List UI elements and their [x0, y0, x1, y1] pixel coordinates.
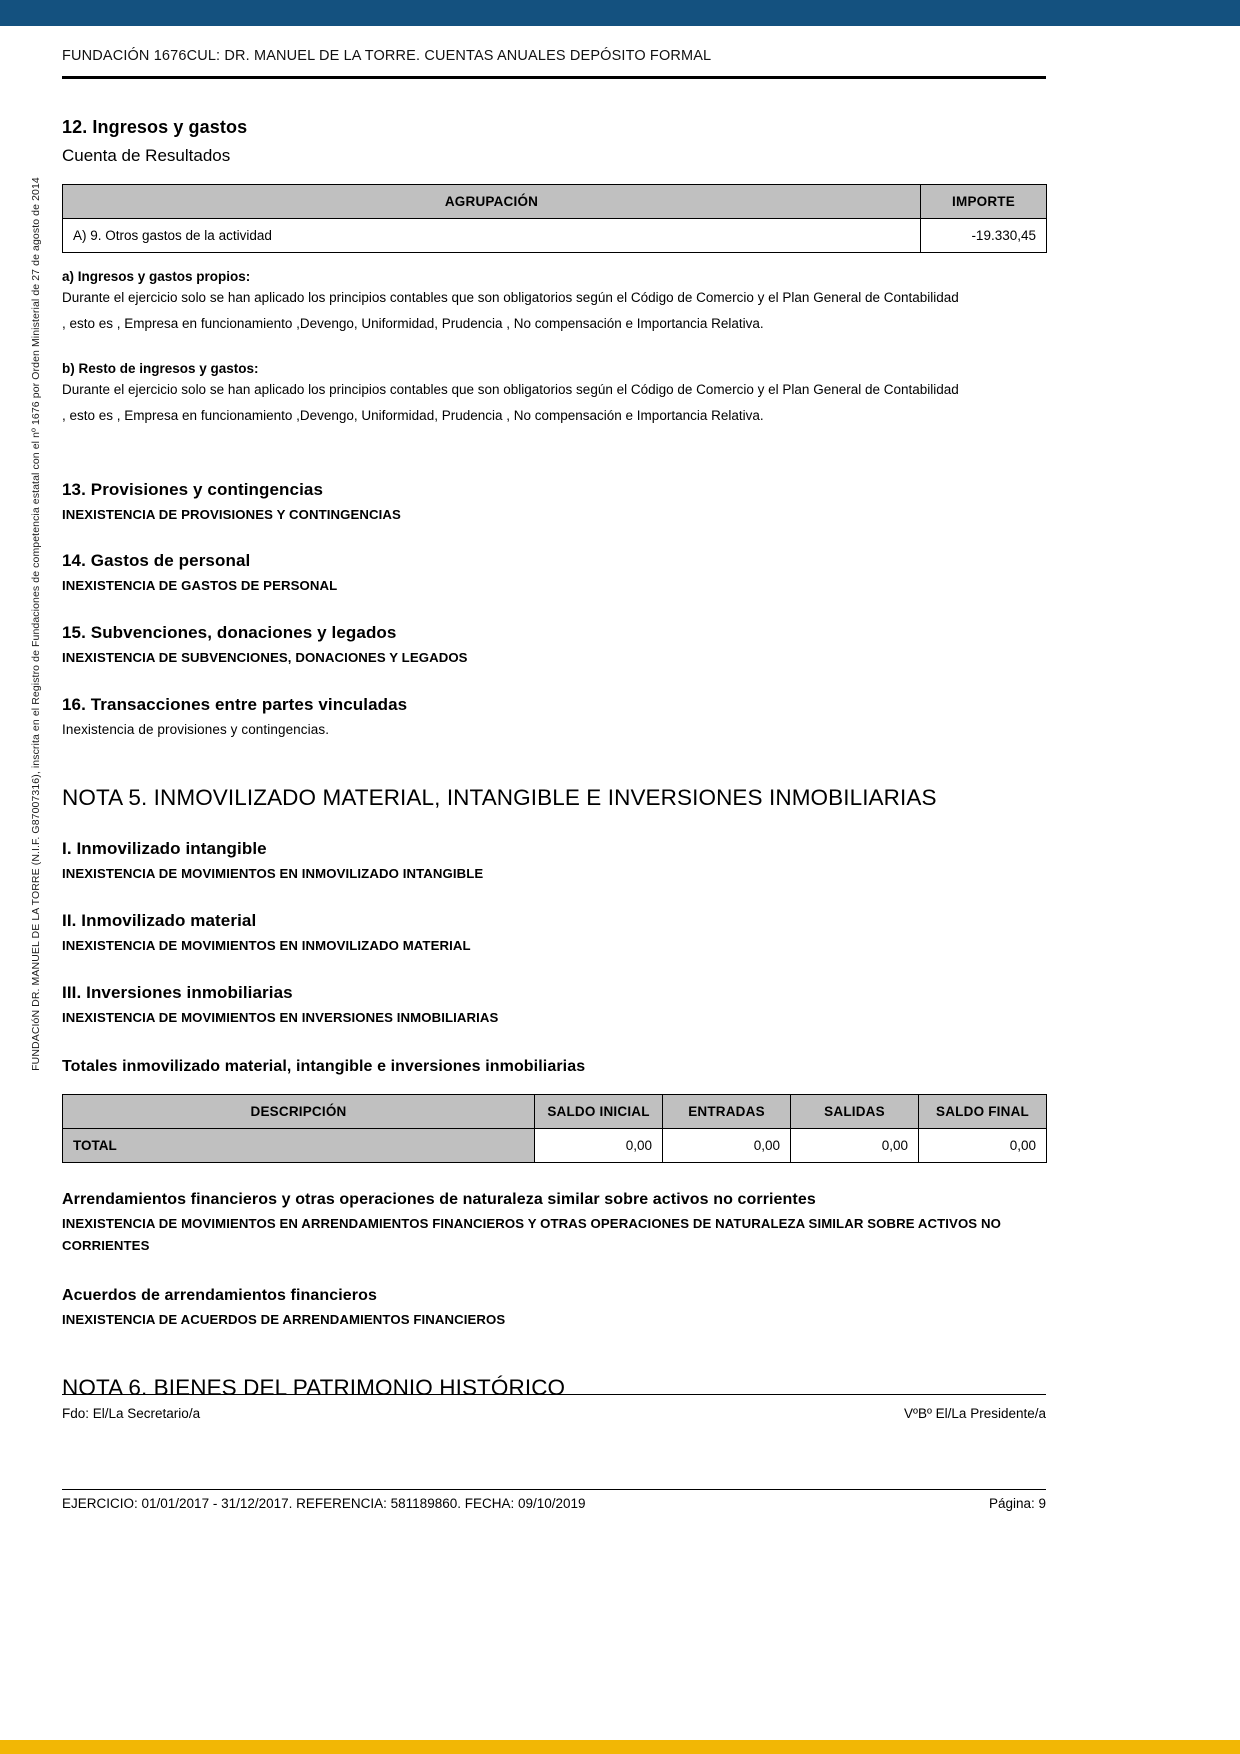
nota-5-part-1-body: INEXISTENCIA DE MOVIMIENTOS EN INMOVILIZADO INTANGIBLE	[62, 866, 484, 882]
block-b-line-2: , esto es , Empresa en funcionamiento ,Devengo, Uniformidad, Prudencia , No compensación e Importancia Relativa.	[62, 407, 764, 423]
table-row	[63, 1129, 1047, 1163]
column-header-salidas: SALIDAS	[791, 1095, 919, 1129]
agreements-body: INEXISTENCIA DE ACUERDOS DE ARRENDAMIENTOS FINANCIEROS	[62, 1312, 506, 1328]
table-header-row	[63, 1095, 1047, 1129]
nota-5-agreements	[62, 1287, 1046, 1331]
footer-reference-text: EJERCICIO: 01/01/2017 - 31/12/2017. REFERENCIA: 581189860. FECHA: 09/10/2019	[62, 1496, 586, 1511]
nota-5-leases	[62, 1191, 1046, 1257]
nota-5-part-3	[62, 983, 1046, 1029]
page-footer	[62, 1496, 1046, 1511]
nota-5-part-3-title: III. Inversiones inmobiliarias	[62, 982, 293, 1002]
section-15-body: INEXISTENCIA DE SUBVENCIONES, DONACIONES Y LEGADOS	[62, 650, 468, 666]
document-header-title: FUNDACIÓN 1676CUL: DR. MANUEL DE LA TORRE. CUENTAS ANUALES DEPÓSITO FORMAL	[62, 48, 712, 64]
section-14-title: 14. Gastos de personal	[62, 551, 251, 571]
signature-divider	[62, 1394, 1046, 1395]
cell-salidas: 0,00	[791, 1129, 919, 1163]
signature-secretary: Fdo: El/La Secretario/a	[62, 1406, 201, 1421]
block-a-line-1: Durante el ejercicio solo se han aplicado los principios contables que son obligatorios según el Código de Comercio y el Plan General de Contabilidad	[62, 290, 959, 305]
section-12-subtitle: Cuenta de Resultados	[62, 146, 231, 165]
section-14-body: INEXISTENCIA DE GASTOS DE PERSONAL	[62, 578, 338, 594]
nota-5-part-1-title: I. Inmovilizado intangible	[62, 839, 267, 859]
cell-agrupacion: A) 9. Otros gastos de la actividad	[63, 219, 921, 253]
nota-6-title: NOTA 6. BIENES DEL PATRIMONIO HISTÓRICO	[62, 1374, 566, 1400]
section-16-body: Inexistencia de provisiones y contingencias.	[62, 721, 330, 737]
left-margin-registry-note: FUNDACIóN DR. MANUEL DE LA TORRE (N.I.F. G87007316), inscrita en el Registro de Fundaciones de competencia estatal con el nº 1676 por Orden Ministerial de 27 de agosto de 2014	[30, 177, 42, 1071]
column-header-descripcion: DESCRIPCIÓN	[63, 1095, 535, 1129]
leases-body: INEXISTENCIA DE MOVIMIENTOS EN ARRENDAMIENTOS FINANCIEROS Y OTRAS OPERACIONES DE NATURALEZA SIMILAR SOBRE ACTIVOS NO CORRIENTES	[62, 1216, 1001, 1254]
nota-5-part-3-body: INEXISTENCIA DE MOVIMIENTOS EN INVERSIONES INMOBILIARIAS	[62, 1009, 499, 1025]
nota-5-part-2	[62, 911, 1046, 957]
nota-5-part-1	[62, 839, 1046, 885]
signature-president: VºBº El/La Presidente/a	[904, 1406, 1046, 1421]
nota-5-part-2-title: II. Inmovilizado material	[62, 910, 257, 930]
section-12-title: 12. Ingresos y gastos	[62, 117, 248, 137]
totals-title: Totales inmovilizado material, intangible e inversiones inmobiliarias	[62, 1058, 586, 1076]
agreements-title: Acuerdos de arrendamientos financieros	[62, 1287, 378, 1305]
cell-saldo-inicial: 0,00	[535, 1129, 663, 1163]
block-b-line-1: Durante el ejercicio solo se han aplicado los principios contables que son obligatorios según el Código de Comercio y el Plan General de Contabilidad	[62, 382, 959, 398]
section-13	[62, 480, 1046, 526]
cell-saldo-final: 0,00	[919, 1129, 1047, 1163]
column-header-saldo-inicial: SALDO INICIAL	[535, 1095, 663, 1129]
table-header-row	[63, 185, 1047, 219]
column-header-importe: IMPORTE	[921, 185, 1047, 219]
section-14	[62, 551, 1046, 597]
section-13-title: 13. Provisiones y contingencias	[62, 479, 324, 499]
header-divider	[62, 76, 1046, 79]
block-a-line-2: , esto es , Empresa en funcionamiento ,Devengo, Uniformidad, Prudencia , No compensación e Importancia Relativa.	[62, 315, 764, 331]
table-row	[63, 219, 1047, 253]
cell-entradas: 0,00	[663, 1129, 791, 1163]
nota-5-totals-heading	[62, 1058, 1046, 1076]
footer-divider	[62, 1489, 1046, 1490]
leases-title: Arrendamientos financieros y otras operaciones de naturaleza similar sobre activos no corrientes	[62, 1191, 816, 1209]
column-header-entradas: ENTRADAS	[663, 1095, 791, 1129]
nota-5-part-2-body: INEXISTENCIA DE MOVIMIENTOS EN INMOVILIZADO MATERIAL	[62, 937, 471, 953]
section-16-title: 16. Transacciones entre partes vinculadas	[62, 694, 408, 714]
column-header-saldo-final: SALDO FINAL	[919, 1095, 1047, 1129]
footer-page-number: Página: 9	[988, 1496, 1046, 1511]
column-header-agrupacion: AGRUPACIÓN	[63, 185, 921, 219]
totales-inmovilizado-table	[62, 1094, 1047, 1163]
page-canvas	[0, 26, 1240, 1754]
nota-5-title: NOTA 5. INMOVILIZADO MATERIAL, INTANGIBLE E INVERSIONES INMOBILIARIAS	[62, 785, 937, 811]
section-15-title: 15. Subvenciones, donaciones y legados	[62, 623, 397, 643]
cell-descripcion: TOTAL	[63, 1129, 535, 1163]
section-13-body: INEXISTENCIA DE PROVISIONES Y CONTINGENCIAS	[62, 506, 401, 522]
section-16	[62, 695, 1046, 741]
document-content	[62, 26, 1046, 1401]
signature-row	[62, 1406, 1046, 1421]
cuenta-de-resultados-table	[62, 184, 1047, 253]
block-b-lead: b) Resto de ingresos y gastos:	[62, 361, 259, 377]
block-a-lead: a) Ingresos y gastos propios:	[62, 269, 251, 284]
page-top-accent-bar	[0, 0, 1240, 26]
section-15	[62, 623, 1046, 669]
cell-importe: -19.330,45	[921, 219, 1047, 253]
